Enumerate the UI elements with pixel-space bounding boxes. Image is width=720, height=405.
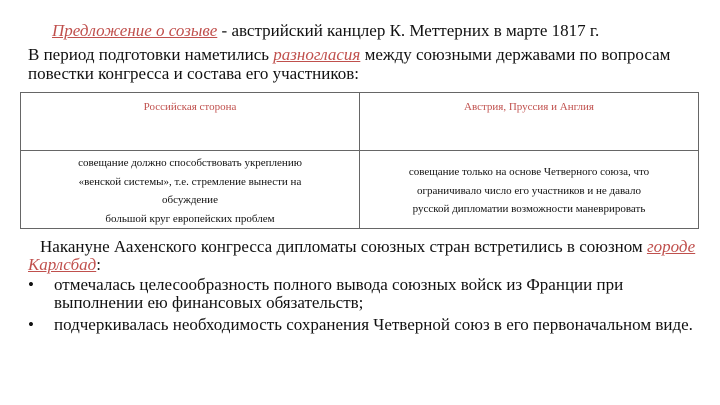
header-allies: Австрия, Пруссия и Англия xyxy=(360,93,699,151)
positions-table xyxy=(20,92,699,229)
intro-rest: - австрийский канцлер К. Меттерних в марте 1817 г. xyxy=(217,21,600,40)
cell-line: большой круг европейских проблем xyxy=(105,212,275,225)
karlsbad-paragraph xyxy=(28,238,708,274)
disagreement-link[interactable]: разногласия xyxy=(273,45,361,64)
list-item xyxy=(28,316,708,334)
header-russia: Российская сторона xyxy=(21,93,360,151)
bullet-text: отмечалась целесообразность полного вывода союзных войск из Франции при выполнении ею финансовых обязательств; xyxy=(54,275,624,312)
para2-before: Накануне Аахенского конгресса дипломаты союзных стран встретились в союзном xyxy=(40,237,647,256)
disagreement-paragraph xyxy=(28,45,708,83)
cell-line: совещание только на основе Четверного союза, что xyxy=(408,166,650,178)
bullet-icon: • xyxy=(28,315,34,334)
intro-link[interactable]: Предложение о созыве xyxy=(52,21,218,40)
cell-line: ограничивало число его участников и не давало xyxy=(416,184,642,197)
bullet-list xyxy=(28,276,708,338)
para1-before: В период подготовки наметились xyxy=(28,45,274,64)
cell-line: совещание должно способствовать укреплению xyxy=(78,157,302,169)
para2-after: : xyxy=(96,255,101,274)
cell-allies-position xyxy=(360,151,699,229)
table-header-row xyxy=(21,93,699,151)
para1-after: между союзными державами по вопросам повестки конгресса и состава его участников: xyxy=(28,45,671,83)
table-row xyxy=(21,151,699,229)
list-item xyxy=(28,276,708,312)
intro-line xyxy=(52,20,712,42)
cell-russia-position xyxy=(21,151,360,229)
cell-line: русской дипломатии возможности маневрировать xyxy=(412,203,646,215)
karlsbad-link[interactable]: городе Карлсбад xyxy=(28,237,696,274)
cell-line: «венской системы», т.е. стремление вынести на xyxy=(78,175,302,188)
bullet-icon: • xyxy=(28,275,34,294)
cell-line: обсуждение xyxy=(162,194,218,206)
bullet-text: подчеркивалась необходимость сохранения Четверной союз в его первоначальном виде. xyxy=(54,315,693,334)
